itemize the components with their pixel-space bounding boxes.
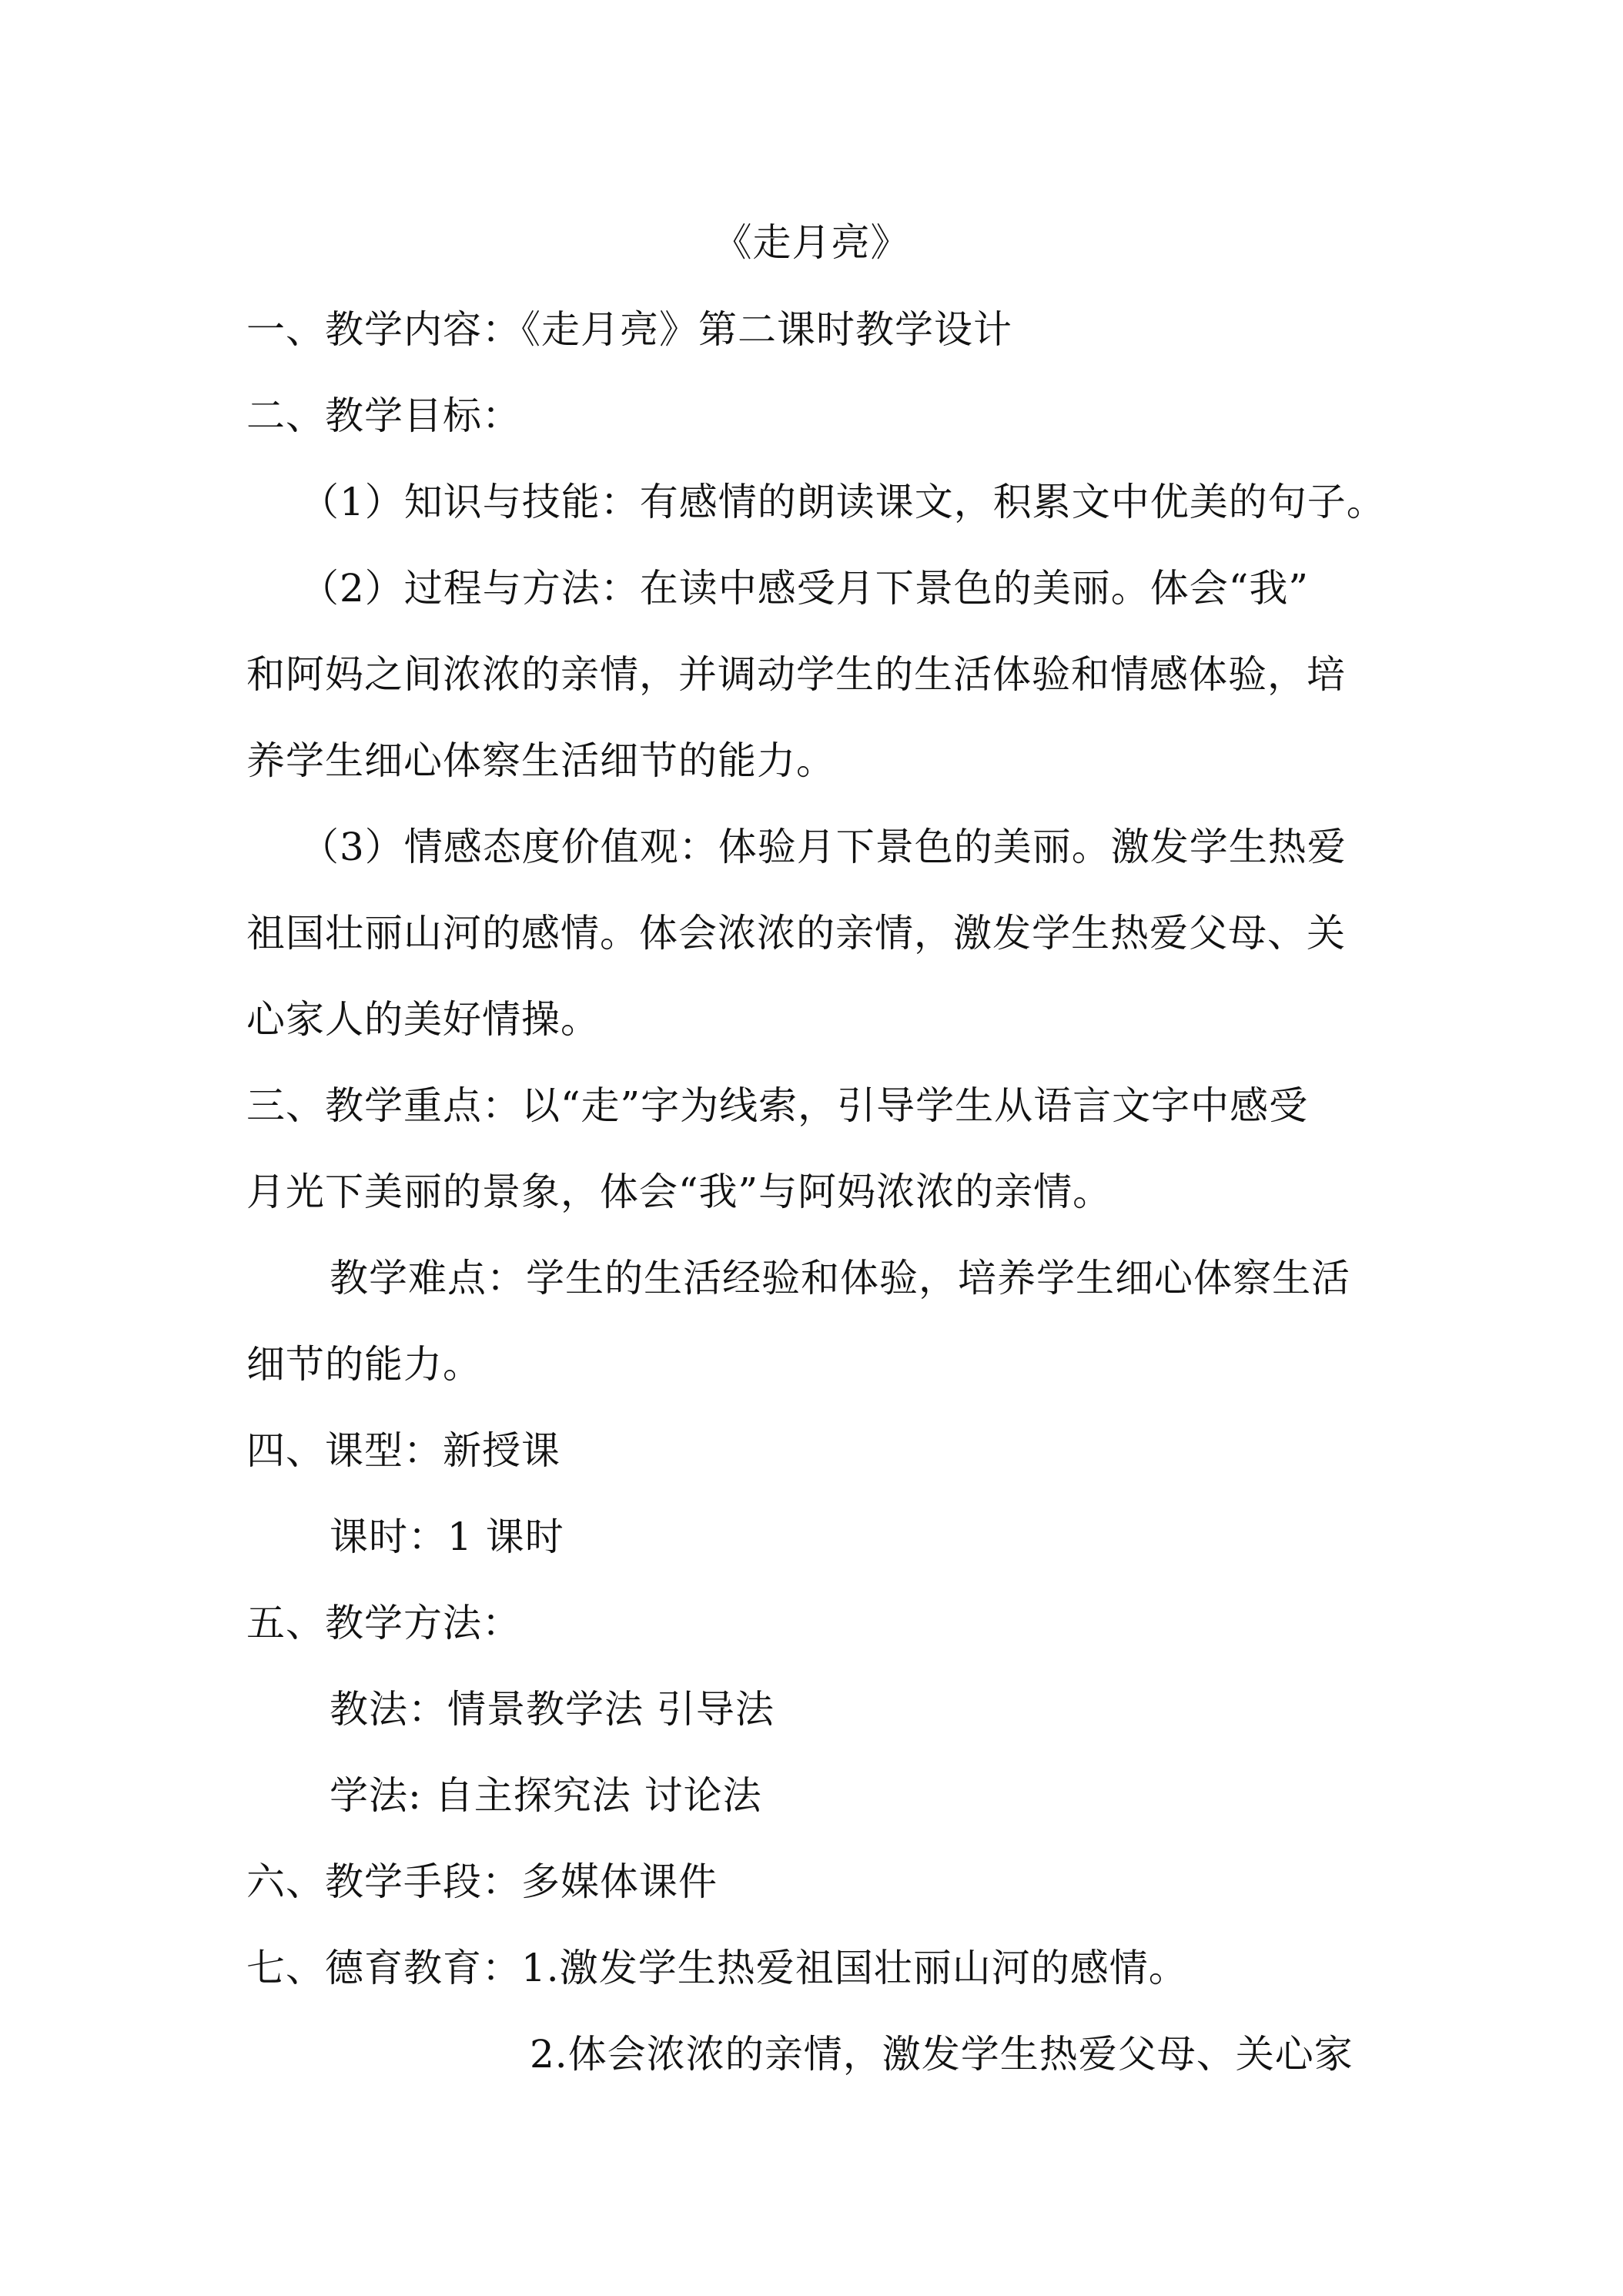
lesson-hours: 课时：1 课时: [330, 1514, 564, 1559]
objective-emotion-values-line2: 祖国壮丽山河的感情。体会浓浓的亲情，激发学生热爱父母、关: [246, 911, 1346, 956]
objective-knowledge-skills: （1）知识与技能：有感情的朗读课文，积累文中优美的句子。: [300, 480, 1386, 524]
document-title: 《走月亮》: [713, 220, 910, 265]
learning-method-line: 学法: 自主探究法 讨论法: [330, 1773, 762, 1818]
section-key-points-line2: 月光下美丽的景象，体会“我”与阿妈浓浓的亲情。: [246, 1170, 1113, 1214]
difficult-points-line1: 教学难点：学生的生活经验和体验，培养学生细心体察生活: [330, 1256, 1350, 1300]
section-teaching-objectives: 二、教学目标：: [246, 393, 521, 438]
section-teaching-methods: 五、教学方法：: [246, 1601, 521, 1645]
teaching-method-line: 教法：情景教学法 引导法: [330, 1687, 775, 1732]
section-key-points-line1: 三、教学重点：以“走”字为线索，引导学生从语言文字中感受: [246, 1083, 1309, 1128]
difficult-points-line2: 细节的能力。: [246, 1342, 482, 1387]
objective-emotion-values-line1: （3）情感态度价值观：体验月下景色的美丽。激发学生热爱: [300, 825, 1347, 869]
objective-process-methods-line3: 养学生细心体察生活细节的能力。: [246, 738, 835, 783]
section-teaching-means: 六、教学手段：多媒体课件: [246, 1859, 718, 1904]
section-moral-education-line2: 2.体会浓浓的亲情，激发学生热爱父母、关心家: [530, 2032, 1354, 2077]
section-teaching-content: 一、教学内容：《走月亮》第二课时教学设计: [246, 307, 1012, 352]
objective-process-methods-line2: 和阿妈之间浓浓的亲情，并调动学生的生活体验和情感体验，培: [246, 652, 1346, 697]
objective-process-methods-line1: （2）过程与方法：在读中感受月下景色的美丽。体会“我”: [300, 566, 1309, 611]
section-moral-education-line1: 七、德育教育：1.激发学生热爱祖国壮丽山河的感情。: [246, 1946, 1188, 1990]
section-lesson-type: 四、课型：新授课: [246, 1428, 561, 1473]
objective-emotion-values-line3: 心家人的美好情操。: [246, 997, 600, 1042]
